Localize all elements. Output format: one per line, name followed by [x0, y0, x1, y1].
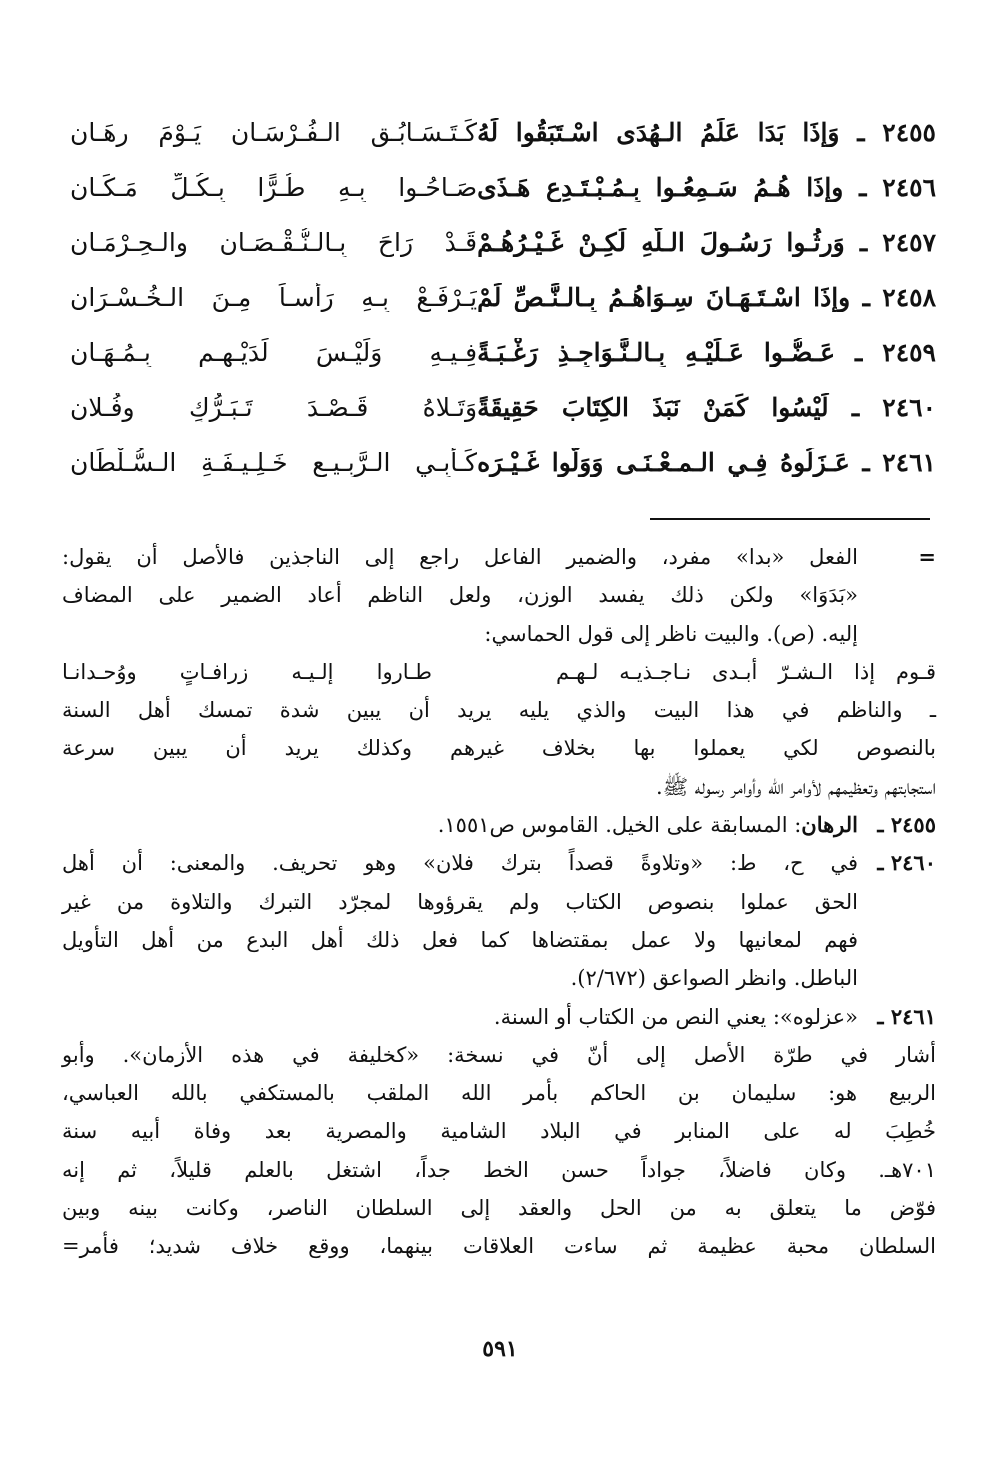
- footnote-number: ٢٤٥٥ ـ: [877, 812, 936, 838]
- separator: ـ: [859, 228, 868, 257]
- verse-second-hemistich: وَتَـلاهُ قَـصْـدَ تَـبَـرُّكٍ وفُـلانِ: [70, 393, 478, 422]
- verse-number: ٢٤٦٠: [882, 393, 936, 422]
- verse-row: [70, 393, 936, 448]
- footnote-line: الفعل «بدا» مفرد، والضمير الفاعل راجع إلى الناجذين فالأصل أن يقول:: [62, 545, 858, 569]
- footnote-text: : المسابقة على الخيل. القاموس ص١٥٥١.: [437, 813, 802, 838]
- verse-first-hemistich: وإِذَا اسْـتَـهَـانَ سِـوَاهُـمُ بِـالـنَّـصِّ لَمْ: [477, 283, 851, 312]
- verse-row: [70, 338, 936, 393]
- footnote-line: السلطان محبة عظيمة ثم ساءت العلاقات بينهما، ووقع خلاف شديد؛ فأمر=: [62, 1234, 936, 1259]
- footnote-continuation: [62, 538, 936, 653]
- footnotes: [62, 538, 936, 1266]
- footnote-line: بالنصوص لكي يعملوا بها بخلاف غيرهم وكذلك يريد أن يبين سرعة: [62, 736, 936, 761]
- footnote-line: ٧٠١هـ. وكان فاضلاً، جواداً حسن الخط جداً، اشتغل بالعلم قليلاً، ثم إنه: [62, 1157, 936, 1182]
- verse-row: [70, 173, 936, 228]
- poem-verses: [70, 118, 936, 503]
- footnote-number: ٢٤٦٠ ـ: [877, 850, 936, 876]
- footnote-line: خُطِبَ له على المنابر في البلاد الشامية والمصرية بعد وفاة أبيه سنة: [62, 1119, 936, 1144]
- footnote-line: الحق عملوا بنصوص الكتاب ولم يقرؤوها لمجرّد التبرك والتلاوة من غير: [62, 889, 858, 914]
- footnote-2460: [62, 844, 936, 997]
- verse-number: ٢٤٥٦: [882, 173, 936, 202]
- page-number: ٥٩١: [482, 1336, 518, 1362]
- separator: ـ: [857, 118, 865, 147]
- verse-number: ٢٤٥٥: [882, 118, 936, 147]
- verse-row: [70, 118, 936, 173]
- quote-first-hemistich: قـوم إذا الـشـرّ أبـدى نـاجـذيـه لـهـم: [556, 659, 936, 684]
- poetry-quote: [62, 653, 936, 691]
- footnote-text: «عزلوه»: يعني النص من الكتاب أو السنة.: [493, 1004, 858, 1029]
- verse-number: ٢٤٥٨: [882, 283, 936, 312]
- verse-first-hemistich: وإِذَا هُـمُ سَـمِعُـوا بِـمُـبْـتَـدِعٍ هَـذَى: [477, 173, 844, 202]
- verse-row: [70, 283, 936, 338]
- verse-second-hemistich: قَـدْ رَاحَ بِـالـنُّـقْـصَـانِ والـحِـرْمَـانِ: [70, 228, 478, 257]
- separator: ـ: [862, 448, 870, 477]
- footnote-divider: [650, 518, 930, 520]
- verse-first-hemistich: وَإِذَا بَدَا عَلَمُ الـهُدَى اسْـتَبَقُوا لَهُ: [477, 118, 840, 147]
- footnote-line: «بَدَوَا» ولكن ذلك يفسد الوزن، ولعل الناظم أعاد الضمير على المضاف: [62, 583, 858, 608]
- verse-second-hemistich: يَـرْفَـعْ بِـهِ رَأْسـاً مِـنَ الـخُـسْـرَانِ: [70, 283, 478, 312]
- separator: ـ: [854, 338, 863, 367]
- verse-row: [70, 228, 936, 283]
- verse-second-hemistich: فِـيـهِ وَلَيْـسَ لَدَيْـهِـم بِـمُـهَـانِ: [70, 338, 478, 367]
- verse-first-hemistich: عَـضُّـوا عَـلَيْـهِ بِـالـنَّـوَاجِـذِ رَغْـبَـةً: [477, 338, 836, 367]
- footnote-line: الربيع هو: سليمان بن الحاكم بأمر الله الملقب بالمستكفي بالله العباسي،: [62, 1081, 936, 1106]
- footnote-2461: [62, 998, 936, 1036]
- verse-first-hemistich: وَرِثُـوا رَسُـولَ الـلَّهِ لَكِـنْ غَـيْـرُهُـمْ: [477, 228, 845, 257]
- verse-row: [70, 448, 936, 503]
- footnote-line: أشار في طرّة الأصل إلى أنّ في نسخة: «كخليفة في هذه الأزمان». وأبو: [62, 1042, 936, 1067]
- verse-second-hemistich: صَـاحُـوا بِـهِ طُـرًّا بِـكُـلِّ مَـكَـانِ: [70, 173, 478, 202]
- separator: ـ: [862, 283, 870, 312]
- verse-first-hemistich: لَيْسُوا كَمَنْ نَبَذَ الكِتَابَ حَقِيقَةً: [477, 393, 829, 422]
- footnote-2455: [62, 806, 936, 844]
- verse-second-hemistich: كَـأَبِـي الـرَّبِـيـعِ خَـلِـيـفَـةِ الـسُّـلْطَانِ: [70, 448, 478, 477]
- verse-number: ٢٤٥٩: [882, 338, 936, 367]
- quote-second-hemistich: طـاروا إلـيـه زرافـاتٍ ووُحـدانـا: [62, 659, 432, 684]
- footnote-line: استجابتهم وتعظيمهم لأوامر الله وأوامر رسوله ﷺ.: [656, 774, 936, 799]
- footnote-line: فهم لمعانيها ولا عمل بمقتضاها كما فعل ذلك أهل البدع من أهل التأويل: [62, 927, 858, 952]
- footnote-number: ٢٤٦١ ـ: [877, 1003, 936, 1029]
- verse-second-hemistich: كَـتَـسَـابُـقِ الـفُـرْسَـانِ يَـوْمَ رِهَـانِ: [70, 118, 478, 147]
- footnote-line: ـ والناظم في هذا البيت والذي يليه يريد أن يبين شدة تمسك أهل السنة: [62, 698, 936, 723]
- separator: ـ: [859, 173, 867, 202]
- footnote-line: إليه. (ص). والبيت ناظر إلى قول الحماسي:: [484, 621, 858, 646]
- verse-first-hemistich: عَـزَلُوهُ فِـي الـمـعْـنَـى وَوَلَّوا غَـيْـرَه: [477, 448, 850, 477]
- continuation-marker: =: [918, 544, 936, 569]
- footnote-line: في ح، ط: «وتلاوةً قصداً بترك فلان» وهو تحريف. والمعنى: أن أهل: [62, 851, 858, 876]
- verse-number: ٢٤٦١: [882, 448, 936, 477]
- footnote-term: الرهان: [801, 812, 858, 838]
- separator: ـ: [851, 393, 860, 422]
- footnote-line: الباطل. وانظر الصواعق (٢/٦٧٢).: [570, 966, 858, 991]
- footnote-line: فوّض ما يتعلق به من الحل والعقد إلى السلطان الناصر، وكانت بينه وبين: [62, 1196, 936, 1221]
- verse-number: ٢٤٥٧: [882, 228, 936, 257]
